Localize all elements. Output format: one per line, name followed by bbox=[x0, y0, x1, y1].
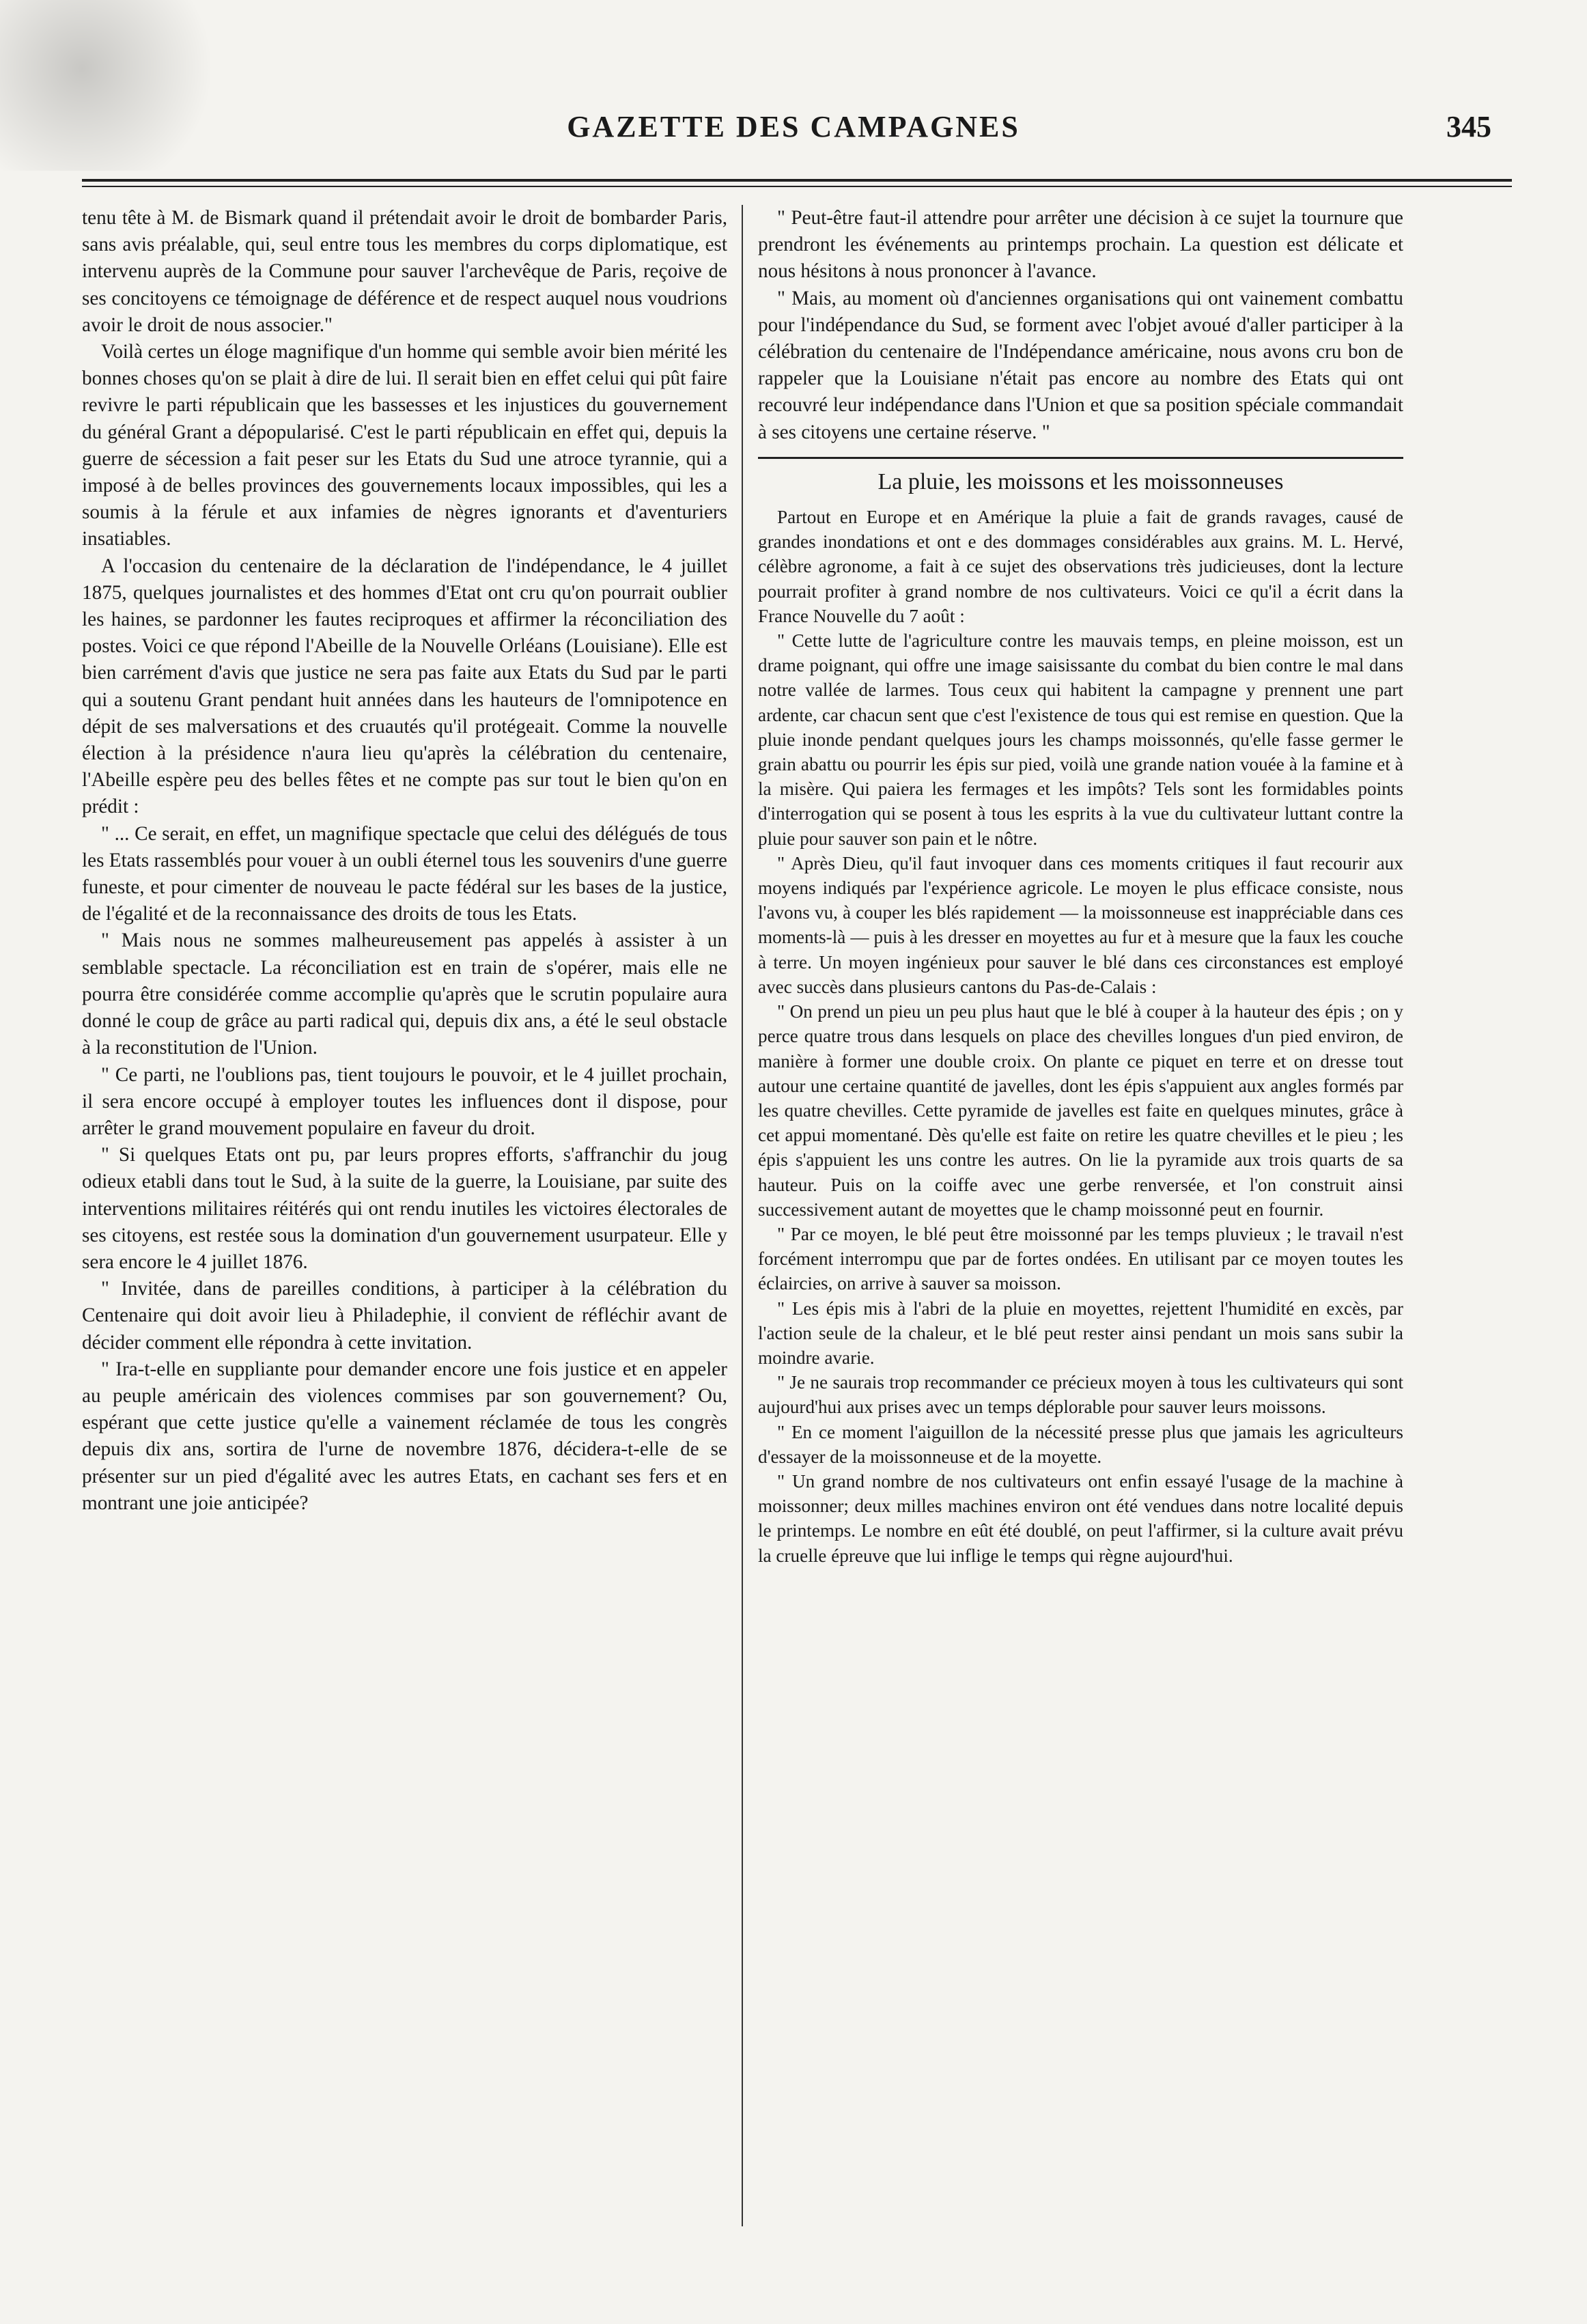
paragraph: " Mais, au moment où d'anciennes organisations qui ont vainement combattu pour l'indépendance du Sud, se forment avec l'objet avoué d'aller participer à la célébration du centenaire de l'Indépendance américaine, nous avons cru bon de rappeler que la Louisiane n'était pas encore au nombre des Etats qui ont recouvré leur indépendance dans l'Union et que sa position spéciale commandait à ses citoyens une certaine réserve. " bbox=[758, 287, 1403, 443]
paragraph: " Je ne saurais trop recommander ce précieux moyen à tous les cultivateurs qui sont aujourd'hui aux prises avec un temps déplorable pour sauver leurs moissons. bbox=[758, 1372, 1403, 1418]
header-rule-thin bbox=[82, 186, 1512, 187]
paragraph: " On prend un pieu un peu plus haut que le blé à couper à la hauteur des épis ; on y perce quatre trous dans lesquels on place des chevilles longues d'un pied environ, de manière à former une double croix. On plante ce piquet en terre et on dresse tout autour une certaine quantité de javelles, dont les épis s'appuient aux angles formés par les quatre chevilles. Cette pyramide de javelles est faite en quelques minutes, grâce à cet appui momentané. Dès qu'elle est faite on retire les quatre chevilles et le pieu ; les épis s'appuient les uns contre les autres. On lie la pyramide aux trois quarts de sa hauteur. Puis on la coiffe avec une gerbe renversée, et l'on construit ainsi successivement autant de moyettes que le champ moissonné peut en fournir. bbox=[758, 1001, 1403, 1220]
paragraph: " Ce parti, ne l'oublions pas, tient toujours le pouvoir, et le 4 juillet prochain, il sera encore occupé à employer toutes les influences dont il dispose, pour arrêter le grand mouvement populaire en faveur du droit. bbox=[82, 1063, 727, 1139]
paragraph: " Par ce moyen, le blé peut être moissonné par les temps pluvieux ; le travail n'est forcément interrompu que par de fortes ondées. En utilisant par ce moyen toutes les éclaircies, on arrive à sauver sa moisson. bbox=[758, 1223, 1403, 1294]
paragraph: " Les épis mis à l'abri de la pluie en moyettes, rejettent l'humidité en excès, par l'action seule de la chaleur, et le blé peut rester ainsi pendant un mois sans subir la moindre avarie. bbox=[758, 1298, 1403, 1368]
paragraph: " Un grand nombre de nos cultivateurs ont enfin essayé l'usage de la machine à moissonner; deux milles machines environ ont été vendues dans notre localité depuis le printemps. Le nombre en eût été doublé, on peut l'affirmer, si la culture avait prévu la cruelle épreuve que lui inflige le temps qui règne aujourd'hui. bbox=[758, 1470, 1403, 1566]
paragraph: " Si quelques Etats ont pu, par leurs propres efforts, s'affranchir du joug odieux etabli dans tout le Sud, à la suite de la guerre, la Louisiane, par suite des interventions militaires réitérés qui ont rendu inutiles les victoires électorales de ses citoyens, est restée sous la domination d'un gouvernement usurpateur. Elle y sera encore le 4 juillet 1876. bbox=[82, 1144, 727, 1273]
article-title: La pluie, les moissons et les moissonneuses bbox=[877, 468, 1284, 494]
paragraph: " ... Ce serait, en effet, un magnifique spectacle que celui des délégués de tous les Etats rassemblés pour vouer à un oubli éternel tous les souvenirs d'une guerre funeste, et pour cimenter de nouveau le pacte fédéral sur les bases de la justice, de l'égalité et de la reconnaissance des droits de tous les Etats. bbox=[82, 822, 727, 925]
paragraph: " Peut-être faut-il attendre pour arrêter une décision à ce sujet la tournure que prendront les événements au printemps prochain. La question est délicate et nous hésitons à nous prononcer à l'avance. bbox=[758, 207, 1403, 283]
page-number: 345 bbox=[1446, 110, 1491, 143]
paragraph: " Mais nous ne sommes malheureusement pas appelés à assister à un semblable spectacle. La réconciliation est en train de s'opérer, mais elle ne pourra être considérée comme accomplie qu'après que le scrutin populaire aura donné le coup de grâce au parti radical qui, depuis dix ans, a été le seul obstacle à la reconstitution de l'Union. bbox=[82, 929, 727, 1059]
article-body bbox=[758, 505, 1403, 1568]
paragraph: " Après Dieu, qu'il faut invoquer dans ces moments critiques il faut recourir aux moyens indiqués par l'expérience agricole. Le moyen le plus efficace consiste, nous l'avons vu, à couper les blés rapidement — la moissonneuse est inappréciable dans ces moments-là — puis à les dresser en moyettes au fur et à mesure que la faux les couche à terre. Un moyen ingénieux pour sauver le blé dans ces circonstances est employé avec succès dans plusieurs cantons du Pas-de-Calais : bbox=[758, 852, 1403, 997]
section-rule bbox=[758, 457, 1403, 459]
running-head bbox=[89, 102, 1498, 150]
column-divider bbox=[742, 205, 743, 2226]
right-column bbox=[758, 205, 1403, 1568]
paragraph: Partout en Europe et en Amérique la pluie a fait de grands ravages, causé de grandes inondations et ont e des dommages considérables aux grains. M. L. Hervé, célèbre agronome, a fait à ce sujet des observations très judicieuses, dont la lecture pourrait profiter à grand nombre de nos cultivateurs. Voici ce qu'il a écrit dans la France Nouvelle du 7 août : bbox=[758, 507, 1403, 626]
paragraph: tenu tête à M. de Bismark quand il prétendait avoir le droit de bombarder Paris, sans avis préalable, qui, seul entre tous les membres du corps diplomatique, est intervenu auprès de la Commune pour sauver l'archevêque de Paris, reçoive de ses concitoyens ce témoignage de déférence et de respect auquel nous voudrions avoir le droit de nous associer." bbox=[82, 207, 727, 336]
paragraph: " Invitée, dans de pareilles conditions, à participer à la célébration du Centenaire qui doit avoir lieu à Philadephie, il convient de réfléchir avant de décider comment elle répondra à cette invitation. bbox=[82, 1278, 727, 1354]
paragraph: " En ce moment l'aiguillon de la nécessité presse plus que jamais les agriculteurs d'essayer de la moissonneuse et de la moyette. bbox=[758, 1421, 1403, 1467]
header-rule bbox=[82, 179, 1512, 182]
publication-title: GAZETTE DES CAMPAGNES bbox=[567, 110, 1020, 143]
paragraph: " Cette lutte de l'agriculture contre les mauvais temps, en pleine moisson, est un drame poignant, qui offre une image saisissante du combat du bien contre le mal dans notre vallée de larmes. Tous ceux qui habitent la campagne y prennent une part ardente, car chacun sent que c'est l'existence de tous qui est remise en question. Que la pluie inonde pendant quelques jours les champs moissonnés, qu'elle fasse germer le grain abattu ou pourrir les épis sur pied, voilà une grande nation vouée à la famine et à la misère. Qui paiera les fermages et les impôts? Tels sont les formidables points d'interrogation qui se posent à tous les esprits à la vue du cultivateur luttant contre la pluie pour sauver son pain et le nôtre. bbox=[758, 630, 1403, 849]
paragraph: A l'occasion du centenaire de la déclaration de l'indépendance, le 4 juillet 1875, quelques journalistes et des hommes d'Etat ont cru qu'on pourrait oublier les haines, se pardonner les fautes reciproques et affirmer la réconciliation des postes. Voici ce que répond l'Abeille de la Nouvelle Orléans (Louisiane). Elle est bien carrément d'avis que justice ne sera pas faite aux Etats du Sud par le parti qui a soutenu Grant pendant huit années dans les hauteurs de l'omnipotence en dépit de ses malversations et des cruautés qu'il protégeait. Comme la nouvelle élection à la présidence n'aura lieu qu'après la célébration du centenaire, l'Abeille espère peu des belles fêtes et ne compte pas sur tout le bien qu'on en prédit : bbox=[82, 555, 727, 818]
paragraph: " Ira-t-elle en suppliante pour demander encore une fois justice et en appeler au peuple américain des violences commises par son gouvernement? Ou, espérant que cette justice qu'elle a vainement réclamée de tous les congrès depuis dix ans, sortira de l'urne de novembre 1876, décidera-t-elle de se présenter sur un pied d'égalité avec les autres Etats, en cachant ses fers et en montrant une joie anticipée? bbox=[82, 1358, 727, 1514]
paragraph: Voilà certes un éloge magnifique d'un homme qui semble avoir bien mérité les bonnes choses qu'on se plait à dire de lui. Il serait bien en effet celui qui pût faire revivre le parti républicain que les bassesses et les injustices du gouvernement du général Grant a dépopularisé. C'est le parti républicain en effet qui, depuis la guerre de sécession a fait peser sur les Etats du Sud une atroce tyrannie, qui a imposé à de belles provinces des gouvernements locaux impossibles, qui les a soumis à la férule et aux infamies de nègres ignorants et d'aventuriers insatiables. bbox=[82, 341, 727, 550]
left-column bbox=[82, 205, 727, 1517]
